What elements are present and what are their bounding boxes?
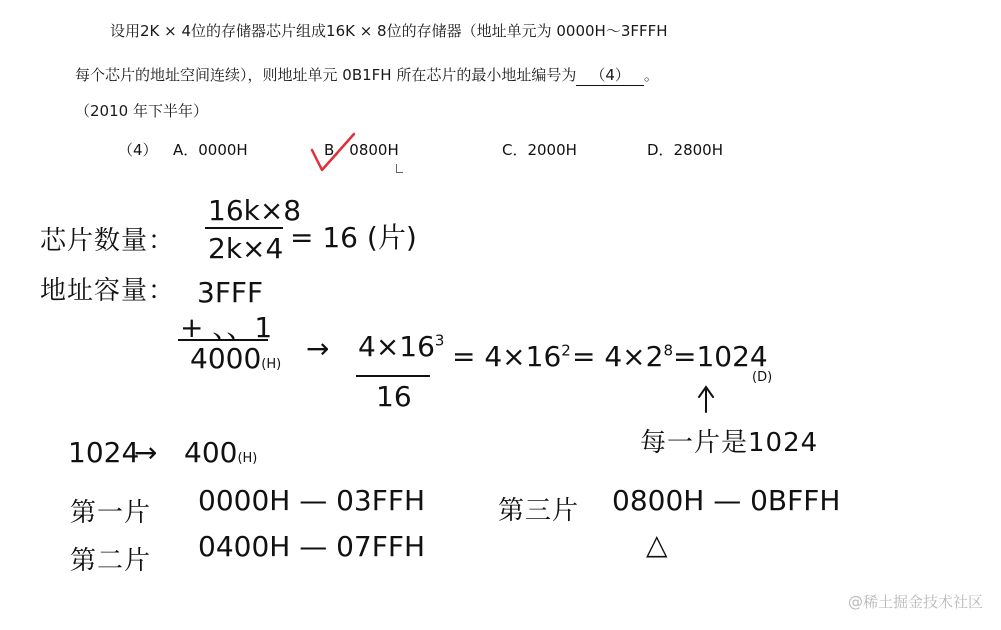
equation-3 xyxy=(572,340,768,373)
equation-3-exponent: 8 xyxy=(663,341,673,360)
equation-2-base: = 4×16 xyxy=(452,340,562,373)
answer-blank: （4） xyxy=(576,64,644,86)
chip-2-range: 0400H — 07FFH xyxy=(198,530,426,563)
equation-2 xyxy=(452,340,571,373)
chip-3-label: 第三片 xyxy=(498,496,580,526)
address-capacity-label: 地址容量： xyxy=(40,276,176,306)
chip-count-result: = 16 (片) xyxy=(290,221,417,254)
question-line-1: 设用2K × 4位的存储器芯片组成16K × 8位的存储器（地址单元为 0000H～3FFFH xyxy=(110,22,668,40)
conversion-arrow-icon: → xyxy=(134,436,158,469)
conversion-left: 1024 xyxy=(68,436,140,469)
up-arrow-icon xyxy=(699,387,713,412)
chip-3-range: 0800H — 0BFFH xyxy=(612,484,841,517)
arrow-right-icon: → xyxy=(306,332,330,365)
addition-result xyxy=(190,342,281,375)
fraction-denominator: 2k×4 xyxy=(208,232,284,265)
conversion-right-unit: (H) xyxy=(237,451,258,466)
fraction-2-denominator: 16 xyxy=(376,380,412,413)
addition-result-unit: (H) xyxy=(261,357,282,372)
mouse-cursor-icon xyxy=(396,164,403,173)
options-label: （4） xyxy=(118,141,158,159)
watermark: @稀土掘金技术社区 xyxy=(847,593,983,611)
chip-2-label: 第二片 xyxy=(70,546,152,576)
option-d: D．2800H xyxy=(647,141,724,159)
equation-3-result: =1024 xyxy=(673,340,768,373)
question-line-2-end: 。 xyxy=(643,66,659,84)
fraction-2-numerator xyxy=(358,330,444,363)
question-source: （2010 年下半年） xyxy=(75,102,208,120)
check-mark-icon xyxy=(312,134,354,170)
equation-3-unit: (D) xyxy=(752,370,773,385)
conversion-right-value: 400 xyxy=(184,436,238,469)
option-b: B．0800H xyxy=(324,141,399,159)
chip-count-label: 芯片数量： xyxy=(40,226,176,256)
chip-1-label: 第一片 xyxy=(70,498,152,528)
fraction-2-top-base: 4×16 xyxy=(358,330,435,363)
fraction-numerator: 16k×8 xyxy=(208,194,302,227)
equation-2-exponent: 2 xyxy=(561,341,571,360)
equation-3-base: = 4×2 xyxy=(572,340,664,373)
per-chip-note: 每一片是1024 xyxy=(640,428,819,458)
question-line-2-text: 每个芯片的地址空间连续），则地址单元 0B1FH 所在芯片的最小地址编号为 xyxy=(75,66,577,84)
chip-1-range: 0000H — 03FFH xyxy=(198,484,426,517)
option-a: A．0000H xyxy=(173,141,248,159)
addition-top: 3FFF xyxy=(197,276,264,309)
triangle-icon: △ xyxy=(646,528,668,561)
addition-result-value: 4000 xyxy=(190,342,262,375)
option-c: C．2000H xyxy=(502,141,577,159)
conversion-right xyxy=(184,436,257,469)
addition-plus: + 、、1 xyxy=(180,311,273,344)
fraction-2-top-exponent: 3 xyxy=(434,331,445,350)
